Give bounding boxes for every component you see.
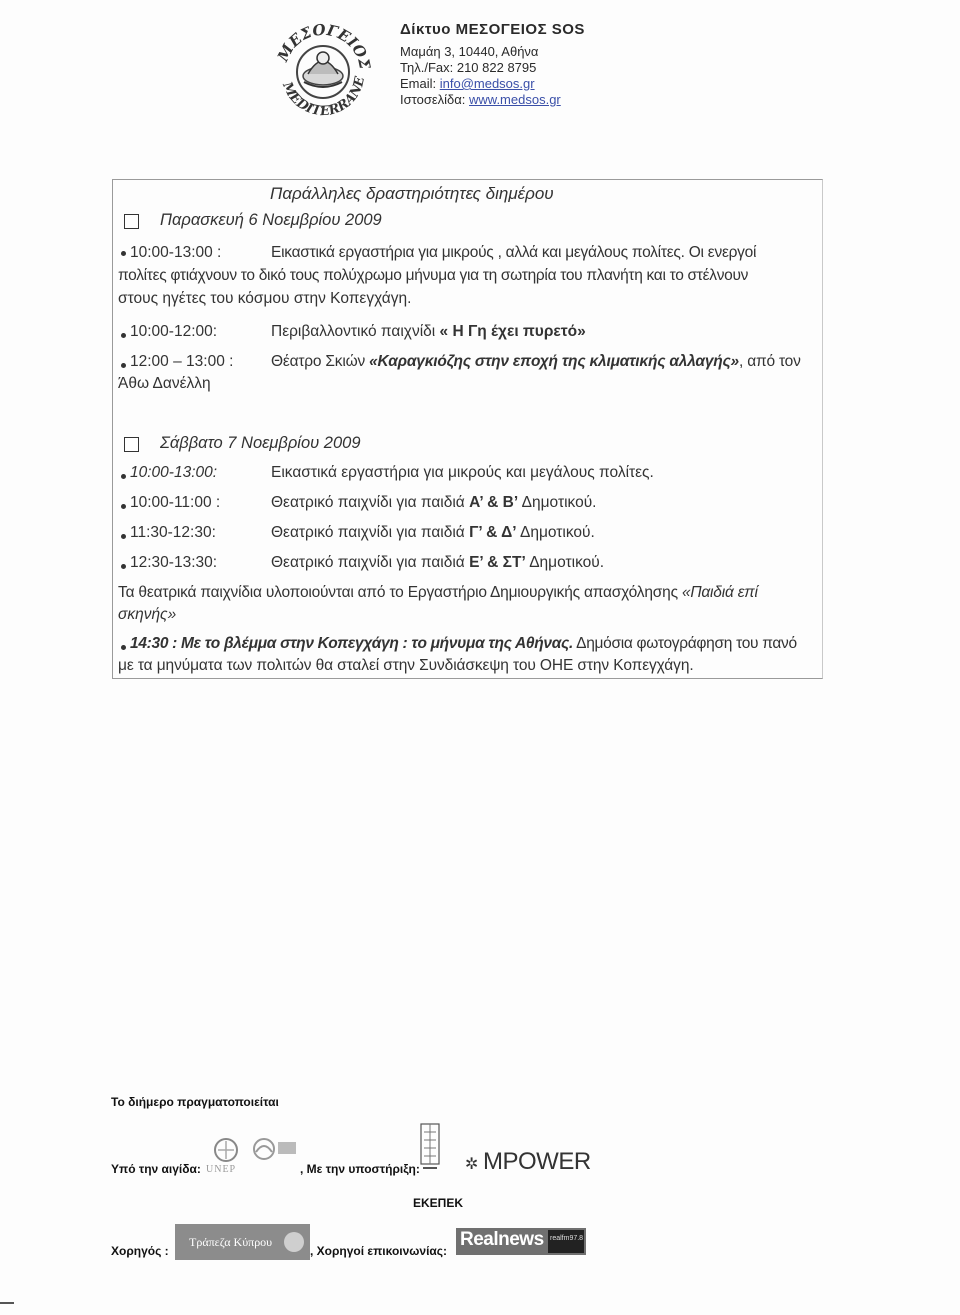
bullet	[121, 645, 126, 650]
theatre-note-italic: «Παιδιά επί	[681, 584, 758, 601]
bank-of-cyprus-logo	[175, 1224, 310, 1260]
friday-item3-time: 12:00 – 13:00 :	[130, 353, 234, 370]
saturday-r4-text: Θεατρικό παιχνίδι για παιδιά	[271, 554, 470, 571]
phone: Τηλ./Fax: 210 822 8795	[400, 60, 537, 75]
support-label: , Με την υποστήριξη:	[300, 1162, 420, 1176]
friday-item2-title: « Η Γη έχει πυρετό»	[439, 323, 586, 340]
site-label: Ιστοσελίδα:	[400, 92, 469, 107]
sponsor-label: Χορηγός :	[111, 1244, 169, 1258]
svg-text:MEDITERRANEAN: MEDITERRANE	[279, 75, 369, 120]
saturday-r2-grades: Α’ & Β’	[469, 494, 519, 511]
realized-label: Το διήμερο πραγματοποιείται	[111, 1095, 279, 1109]
svg-text:ΜΕΣΟΓΕΙΟΣ SOS: ΜΕΣΟΓΕΙΟΣ	[273, 20, 375, 71]
mesogeios-sos-logo	[268, 18, 378, 126]
bullet	[121, 504, 126, 509]
theatre-note-line2: σκηνής»	[118, 606, 177, 623]
bullet	[121, 564, 126, 569]
friday-item1-time: 10:00-13:00 :	[130, 244, 222, 261]
address: Μαμάη 3, 10440, Αθήνα	[400, 44, 539, 59]
saturday-heading: Σάββατο 7 Νοεμβρίου 2009	[160, 434, 361, 452]
saturday-r2-time: 10:00-11:00 :	[130, 494, 221, 511]
photo-text: Δημόσια φωτογράφηση του πανό	[572, 635, 797, 652]
bank-emblem-icon	[284, 1232, 304, 1252]
friday-item2-time: 10:00-12:00:	[130, 323, 218, 340]
saturday-r3-time: 11:30-12:30:	[130, 524, 216, 541]
friday-item3-title: «Καραγκιόζης στην εποχή της κλιματικής αλλαγής»	[369, 353, 739, 370]
checkbox-friday[interactable]	[124, 214, 139, 229]
saturday-r1-text: Εικαστικά εργαστήρια για μικρούς και μεγάλους πολίτες.	[271, 464, 654, 481]
saturday-r4-time: 12:30-13:30:	[130, 554, 218, 571]
friday-item2-desc	[271, 323, 586, 341]
saturday-r3-text: Θεατρικό παιχνίδι για παιδιά	[271, 524, 470, 541]
media-sponsors-label: , Χορηγοί επικοινωνίας:	[310, 1244, 448, 1258]
bullet	[121, 251, 126, 256]
photo-line2: με τα μηνύματα των πολιτών θα σταλεί στην Συνδιάσκεψη του ΟΗΕ στην Κοπεγχάγη.	[118, 657, 694, 674]
contact-block	[400, 22, 585, 108]
bullet	[121, 363, 126, 368]
realfm-badge	[548, 1230, 584, 1253]
saturday-r3-grades: Γ’ & Δ’	[469, 524, 517, 541]
theatre-note-text: Τα θεατρικά παιχνίδια υλοποιούνται από το Εργαστήριο Δημιουργικής απασχόλησης	[118, 584, 682, 601]
email-line	[400, 76, 585, 92]
bullet	[121, 534, 126, 539]
friday-item3-text: Θέατρο Σκιών	[271, 353, 370, 370]
theatre-note-line1	[118, 584, 758, 602]
site-link[interactable]: www.medsos.gr	[469, 92, 561, 107]
friday-item1-line3: στους ηγέτες του κόσμου στην Κοπεγχάγη.	[118, 290, 412, 307]
box-title: Παράλληλες δραστηριότητες διημέρου	[270, 184, 554, 203]
friday-item3-desc	[271, 353, 801, 371]
email-label: Email:	[400, 76, 440, 91]
empower-text: MPOWER	[483, 1148, 591, 1175]
friday-item1-line1: Εικαστικά εργαστήρια για μικρούς , αλλά και μεγάλους πολίτες. Οι ενεργοί	[271, 244, 757, 261]
saturday-r2-tail: Δημοτικού.	[518, 494, 597, 511]
friday-item2-text: Περιβαλλοντικό παιχνίδι	[271, 323, 440, 340]
saturday-r3-desc	[271, 524, 595, 542]
bullet	[121, 474, 126, 479]
auspices-label: Υπό την αιγίδα:	[111, 1162, 201, 1176]
ekepek-label: ΕΚΕΠΕΚ	[413, 1196, 464, 1210]
org-name: Δίκτυο ΜΕΣΟΓΕΙΟΣ SOS	[400, 21, 585, 38]
saturday-r2-desc	[271, 494, 596, 512]
photo-line1	[130, 635, 797, 653]
friday-item1-line2: πολίτες φτιάχνουν το δικό τους πολύχρωμο μήνυμα για τη σωτηρία του πλανήτη και το στέλνουν	[118, 267, 749, 284]
saturday-r1-time: 10:00-13:00:	[130, 464, 218, 481]
unep-text: UNEP	[206, 1164, 237, 1175]
friday-heading: Παρασκευή 6 Νοεμβρίου 2009	[160, 211, 382, 229]
realfm-text: realfm97.8	[550, 1235, 584, 1242]
saturday-r4-desc	[271, 554, 604, 572]
realnews-text: Realnews	[460, 1229, 544, 1250]
friday-item3-line2: Άθω Δανέλλη	[118, 375, 211, 392]
ekepek-emblem	[420, 1122, 440, 1170]
bank-text: Τράπεζα Κύπρου	[189, 1235, 273, 1249]
saturday-r2-text: Θεατρικό παιχνίδι για παιδιά	[271, 494, 470, 511]
saturday-r4-tail: Δημοτικού.	[525, 554, 605, 571]
bullet	[121, 333, 126, 338]
email-link[interactable]: info@medsos.gr	[439, 76, 535, 91]
saturday-r3-tail: Δημοτικού.	[516, 524, 595, 541]
photo-title: 14:30 : Με το βλέμμα στην Κοπεγχάγη : το μήνυμα της Αθήνας.	[130, 635, 573, 652]
unep-logo	[204, 1134, 300, 1180]
empower-icon: ✲	[465, 1156, 479, 1173]
scan-mark	[0, 1302, 14, 1304]
site-line	[400, 92, 585, 108]
friday-item3-tail: , από τον	[738, 353, 801, 370]
checkbox-saturday[interactable]	[124, 437, 139, 452]
saturday-r4-grades: Ε’ & ΣΤ’	[469, 554, 526, 571]
realnews-logo	[456, 1228, 586, 1255]
